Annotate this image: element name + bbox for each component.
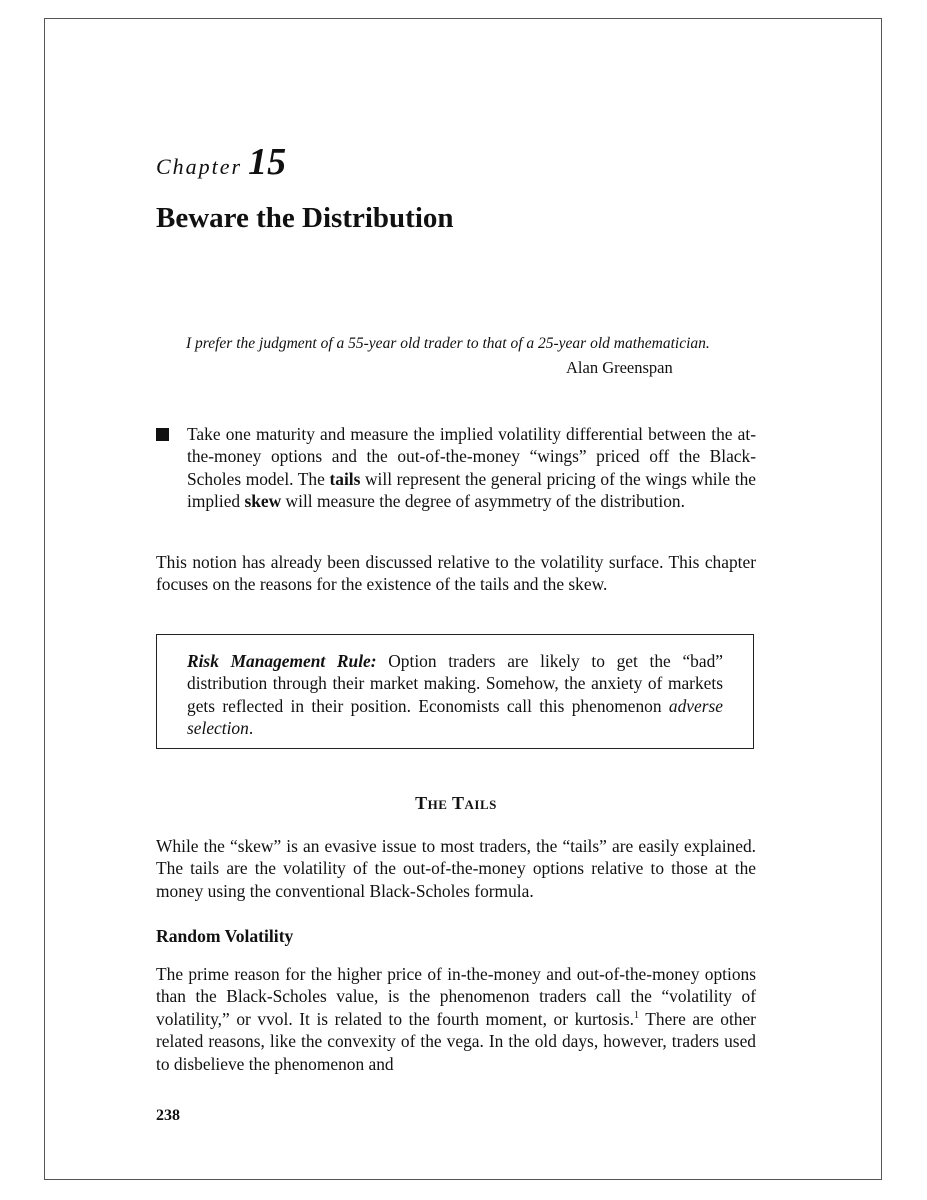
rule-text (187, 650, 723, 740)
footnote-marker: 1 (634, 1010, 640, 1022)
chapter-word: Chapter (156, 154, 243, 179)
rule-term: adverse selection (187, 695, 723, 739)
bullet-term-skew: skew (244, 491, 282, 512)
bullet-square-icon (156, 428, 169, 441)
epigraph-author: Alan Greenspan (566, 358, 673, 377)
para3-text-a: The prime reason for the higher price of in-the-money and out-of-the-money options than the Black-Scholes value, is the phenomenon traders call the “volatility of volatility,” or vvol. It is related to the fourth moment, or kurtosis. (156, 964, 756, 1029)
subsection-heading: Random Volatility (156, 926, 294, 946)
bullet-text (187, 423, 756, 513)
paragraph-random-volatility (156, 963, 756, 1075)
bullet-text-part3: will measure the degree of asymmetry of the distribution. (281, 491, 685, 512)
rule-label: Risk Management Rule: (187, 651, 377, 671)
paragraph-intro: This notion has already been discussed relative to the volatility surface. This chapter focuses on the reasons for the existence of the tails and the skew. (156, 552, 756, 595)
page-number: 238 (156, 1107, 180, 1124)
rule-body: Option traders are likely to get the “bad” distribution through their market making. Somehow, the anxiety of markets gets reflected in their position. Economists call this phenomenon (187, 651, 723, 716)
bullet-text-part1: Take one maturity and measure the implied volatility differential between the at-the-money options and the out-of-the-money “wings” priced off the Black-Scholes model. The (187, 424, 756, 489)
paragraph-tails: While the “skew” is an evasive issue to most traders, the “tails” are easily explained. The tails are the volatility of the out-of-the-money options relative to those at the money using the conventional Black-Scholes formula. (156, 836, 756, 901)
rule-end: . (248, 718, 254, 739)
chapter-title: Beware the Distribution (156, 202, 454, 234)
epigraph-quote: I prefer the judgment of a 55-year old trader to that of a 25-year old mathematician. (186, 335, 710, 352)
chapter-label (156, 140, 286, 184)
bullet-paragraph (156, 423, 756, 513)
section-heading: The Tails (415, 793, 497, 813)
para3-text-b: There are other related reasons, like the convexity of the vega. In the old days, however, traders used to disbelieve the phenomenon and (156, 1008, 756, 1074)
bullet-text-part2: will represent the general pricing of the wings while the implied (187, 468, 756, 512)
chapter-number: 15 (248, 141, 287, 183)
risk-management-rule-box (156, 634, 754, 749)
bullet-term-tails: tails (329, 468, 361, 489)
